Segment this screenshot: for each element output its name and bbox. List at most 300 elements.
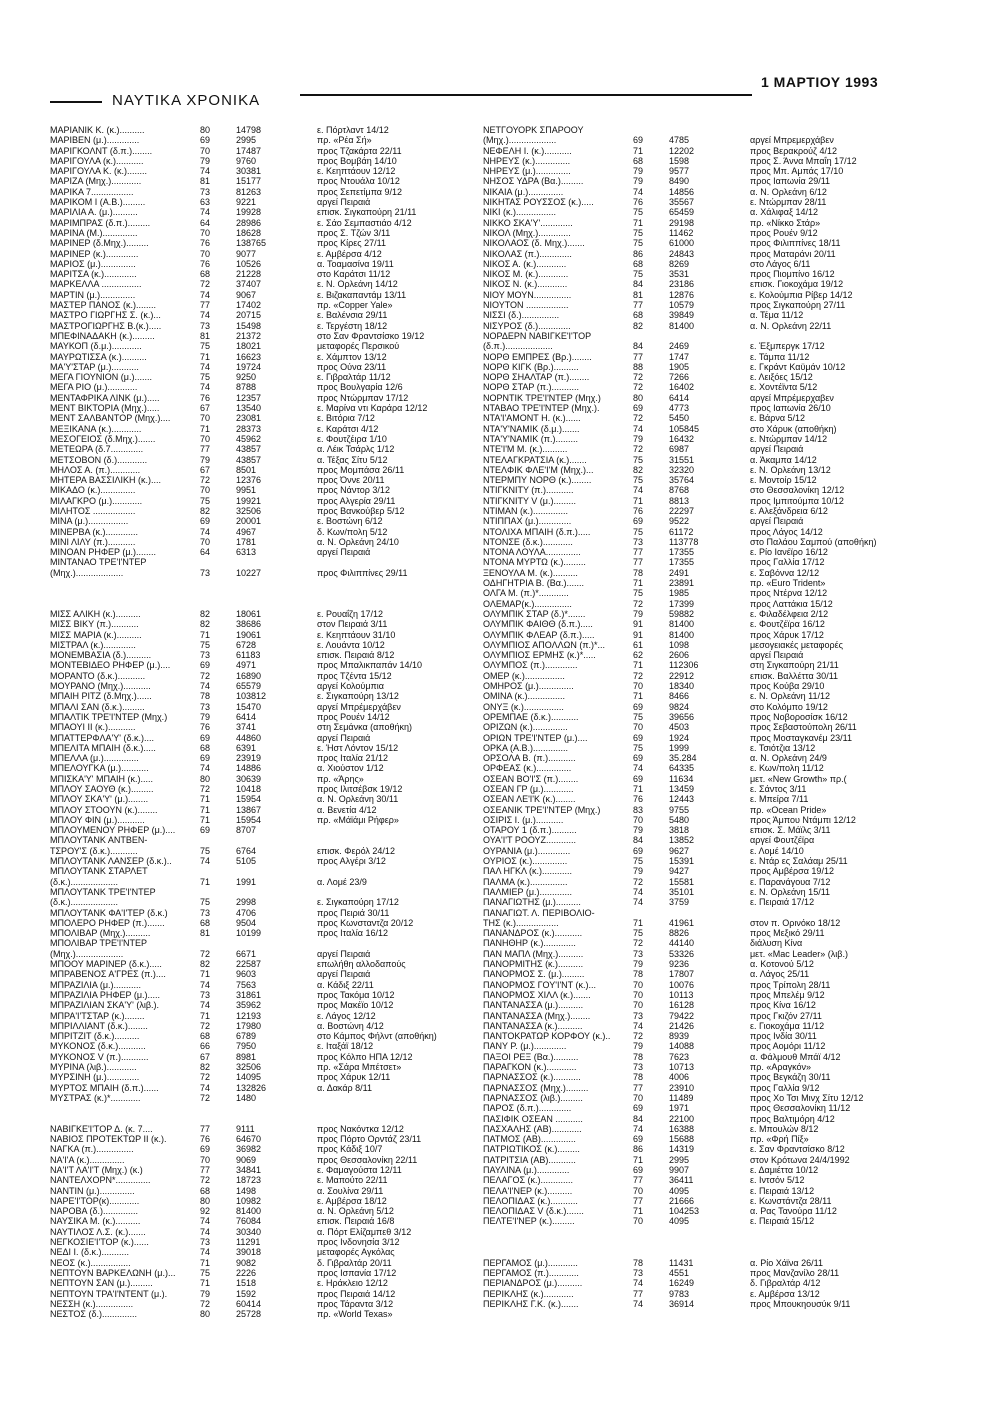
ship-name: (δ.κ.)................... bbox=[50, 897, 119, 908]
ship-status: α. Χάλιφαξ 14/12 bbox=[750, 207, 819, 218]
ship-name: ΝΤΙΓΚΝΙΤΥ V (μ.)......... bbox=[483, 495, 576, 506]
ship-name: ΝΕΠΤΟΥΝ ΒΑΡΚΕΛΩΝΗ (μ.)... bbox=[50, 1267, 176, 1278]
ship-entry-row bbox=[483, 1103, 953, 1113]
ship-name: ΜΠΡΑ'Ι'ΤΣΤΑΡ (κ.)........ bbox=[50, 1010, 145, 1021]
ship-entry-row bbox=[483, 176, 953, 186]
ship-name: ΝΙΚΟΛΑΟΣ (δ. Μηχ.)....... bbox=[483, 238, 585, 249]
build-year: 74 bbox=[200, 207, 211, 218]
build-year: 82 bbox=[633, 320, 644, 331]
ship-name: ΜΠΛΟΥΤΑΝΚ ΣΤΑΡΛΕΤ bbox=[50, 866, 148, 877]
ship-name: ΟΜΕΡ (κ.)................ bbox=[483, 670, 565, 681]
ship-status: προς Βομβάη 14/10 bbox=[317, 155, 397, 166]
tonnage: 76084 bbox=[236, 1216, 262, 1227]
tonnage: 23186 bbox=[669, 279, 695, 290]
ship-status: προς Ιταλία 16/12 bbox=[317, 928, 389, 939]
ship-entry-row bbox=[50, 743, 470, 753]
tonnage: 9783 bbox=[669, 1288, 690, 1299]
ship-status: προς Κωνσταντζα 20/12 bbox=[317, 917, 414, 928]
ship-entry-row bbox=[50, 990, 470, 1000]
build-year: 72 bbox=[633, 1031, 644, 1042]
ship-name: ΜΠΡΙΛΛΙΑΝΤ (δ.κ.)........ bbox=[50, 1020, 148, 1031]
ship-name: ΜΠΛΟΥ ΣΑΟΥΘ (κ.)......... bbox=[50, 784, 154, 794]
build-year: 79 bbox=[200, 711, 211, 722]
tonnage: 6414 bbox=[236, 711, 257, 722]
ship-entry-row bbox=[483, 877, 953, 887]
ship-name: ΝΗΡΕΥΣ (κ.).............. bbox=[483, 155, 571, 166]
build-year: 68 bbox=[200, 269, 211, 280]
ship-entry-row bbox=[483, 1155, 953, 1165]
ship-entry-row bbox=[483, 691, 953, 701]
ship-entry-row bbox=[50, 609, 470, 619]
ship-name: ΠΕΡΙΑΝΔΡΟΣ (μ.).......... bbox=[483, 1278, 583, 1289]
ship-name: ΜΟΝΤΕΒΙΔΕΟ ΡΗΦΕΡ (μ.).... bbox=[50, 660, 171, 671]
ship-name: ΠΑΛΜΑ (κ.)............... bbox=[483, 876, 568, 887]
ship-entry-row bbox=[483, 1196, 953, 1206]
tonnage: 30340 bbox=[236, 1226, 262, 1237]
build-year: 73 bbox=[200, 907, 211, 918]
build-year: 72 bbox=[200, 1298, 211, 1309]
ship-status: ε. Μαπούτο 22/11 bbox=[317, 1175, 388, 1186]
build-year: 74 bbox=[200, 979, 211, 990]
tonnage: 103812 bbox=[236, 691, 267, 702]
ship-name: ΜΠΡΑΖΙΛΙΑΝ ΣΚΑ'Υ' (λιβ.). bbox=[50, 1000, 160, 1011]
build-year: 74 bbox=[200, 1226, 211, 1237]
tonnage: 1781 bbox=[236, 536, 257, 547]
ship-entry-row bbox=[483, 1289, 953, 1299]
ship-status: ε. Αλεξάνδρεια 6/12 bbox=[750, 505, 828, 516]
ship-entry-row bbox=[483, 475, 953, 485]
ship-entry-row bbox=[50, 382, 470, 392]
build-year: 69 bbox=[633, 516, 644, 527]
build-year: 74 bbox=[200, 681, 211, 692]
ship-status: προς Φιλιππίνες 29/11 bbox=[317, 567, 408, 578]
ship-status: στο Χάρυκ (αποθήκη) bbox=[750, 423, 837, 434]
ship-entry-row bbox=[50, 1041, 470, 1051]
build-year: 76 bbox=[200, 1134, 211, 1145]
build-year: 79 bbox=[200, 155, 211, 166]
ship-status: προς Γαλλία 9/12 bbox=[750, 1082, 820, 1093]
ship-name: ΝΙΚΟΛΑΣ (π.)............. bbox=[483, 248, 572, 259]
ship-entry-row bbox=[50, 1247, 470, 1257]
tonnage: 23081 bbox=[236, 413, 262, 424]
ship-entry-row bbox=[50, 1031, 470, 1041]
tonnage: 38686 bbox=[236, 619, 262, 630]
ship-entry-row bbox=[50, 928, 470, 938]
ship-status: ε. Μαρίνα ντι Καράρα 12/12 bbox=[317, 403, 428, 414]
ship-entry-row bbox=[50, 125, 470, 135]
ship-status: προς Ντέρνα 12/12 bbox=[750, 588, 828, 599]
ship-entry-row bbox=[50, 691, 470, 701]
tonnage: 59882 bbox=[669, 608, 695, 619]
tonnage: 61183 bbox=[236, 650, 261, 661]
build-year: 72 bbox=[633, 444, 644, 455]
ship-entry-row bbox=[50, 1206, 470, 1216]
ship-entry-row bbox=[50, 516, 470, 526]
tonnage: 18628 bbox=[236, 227, 262, 238]
build-year: 75 bbox=[633, 742, 644, 753]
ship-status: πρ. «Νίκκο Στάρ» bbox=[750, 217, 821, 228]
ship-status: προς Πειριά 30/11 bbox=[317, 907, 390, 918]
ship-status: ε. Τάμπα 11/12 bbox=[750, 351, 810, 362]
ship-name: ΜΕΓΑ ΓΙΟΥΝΙΟΝ (μ.)....... bbox=[50, 372, 152, 383]
ship-status: στο Κολόμπο 19/12 bbox=[750, 701, 828, 712]
ship-status: πρ. «Μάϊάμι Ρήφερ» bbox=[317, 814, 399, 825]
build-year: 76 bbox=[200, 722, 211, 733]
ship-entry-row bbox=[483, 465, 953, 475]
ship-entry-row bbox=[50, 1072, 470, 1082]
ship-name: ΝΕΠΤΟΥΝ ΣΑΝ (μ.)......... bbox=[50, 1278, 153, 1289]
ship-name: ΝΙΣΥΡΟΣ (δ.)............. bbox=[483, 320, 571, 331]
ship-name: ΝΑΥΣΙΚΑ Μ. (κ.).......... bbox=[50, 1216, 141, 1227]
ship-entry-row bbox=[50, 269, 470, 279]
tonnage: 6671 bbox=[236, 948, 257, 959]
ship-name: ΠΑΝΑΓΙΩΤΗΣ (μ.).......... bbox=[483, 897, 581, 908]
ship-name: ΝΕΣΤΟΣ (δ.).............. bbox=[50, 1309, 137, 1320]
ship-entry-row bbox=[50, 794, 470, 804]
ship-name: ΜΑΡΙΓΚΟΛΝΤ (δ.π.)........ bbox=[50, 145, 153, 156]
ship-status: προς Όννε 20/11 bbox=[317, 475, 385, 486]
ship-status: αργεί Μπρεμερχάβεν bbox=[750, 135, 834, 146]
build-year: 71 bbox=[200, 1278, 211, 1289]
ship-name: ΜΙΝΑ (μ.)................ bbox=[50, 516, 129, 527]
tonnage: 10418 bbox=[236, 784, 262, 794]
ship-status: προς Βανκούβερ 5/12 bbox=[317, 505, 405, 516]
build-year: 78 bbox=[633, 969, 644, 980]
ship-name: ΠΑΝΑΓΙΩΤ. Λ. ΠΕΡΙΒΟΛΙΟ- bbox=[483, 907, 595, 918]
tonnage: 9236 bbox=[669, 959, 690, 970]
ship-name: ΜΙΝΕΡΒΑ (κ.)............. bbox=[50, 526, 139, 537]
ship-entry-row bbox=[50, 630, 470, 640]
tonnage: 5105 bbox=[236, 856, 257, 867]
ship-entry-row bbox=[483, 897, 953, 907]
build-year: 68 bbox=[200, 917, 211, 928]
ship-name: ΜΠΟΛΕΡΟ ΡΗΦΕΡ (π.)....... bbox=[50, 917, 165, 928]
ship-entry-row bbox=[50, 475, 470, 485]
build-year: 69 bbox=[200, 135, 211, 146]
ship-status: ε. Χάμπτον 13/12 bbox=[317, 351, 387, 362]
ship-name: ΟΛΥΜΠΙΟΣ ΑΠΟΛΛΩΝ (π.)*... bbox=[483, 639, 606, 650]
tonnage: 15177 bbox=[236, 176, 262, 187]
build-year: 61 bbox=[633, 639, 644, 650]
tonnage: 39656 bbox=[669, 711, 695, 722]
ship-status: στο Σαν Φραντσίσκο 19/12 bbox=[317, 330, 425, 341]
build-year: 79 bbox=[633, 166, 644, 177]
build-year: 73 bbox=[633, 536, 644, 547]
ship-entry-row bbox=[483, 722, 953, 732]
ship-name: ΟΣΕΑΝ ΒΟ'Ι'Σ (π.)........ bbox=[483, 773, 579, 784]
ship-status: προς Ντώρμπαν 17/12 bbox=[317, 392, 409, 403]
tonnage: 2995 bbox=[236, 135, 257, 146]
ship-name: ΟΥΡΑΝΙΑ (μ.)............. bbox=[483, 845, 571, 856]
ship-entry-row bbox=[50, 733, 470, 743]
ship-status: προς Λαττάκια 15/12 bbox=[750, 598, 833, 609]
ship-status: α. Χιούστον 1/12 bbox=[317, 763, 384, 774]
ship-entry-row bbox=[483, 557, 953, 567]
ship-name: ΠΑΣΙΦΙΚ ΟΣΕΑΝ ........... bbox=[483, 1113, 583, 1124]
build-year: 71 bbox=[633, 691, 644, 702]
ship-status: προς Μπουκηουσύκ 9/11 bbox=[750, 1298, 851, 1309]
tonnage: 1985 bbox=[669, 588, 690, 599]
build-year: 75 bbox=[633, 711, 644, 722]
ship-entry-row bbox=[483, 1247, 953, 1257]
tonnage: 6414 bbox=[669, 392, 690, 403]
build-year: 67 bbox=[200, 1051, 211, 1062]
tonnage: 9427 bbox=[669, 866, 690, 877]
ship-name: ΝΕΓΚΟΣΙΕ'Ι'ΤΟΡ (κ.)...... bbox=[50, 1237, 149, 1248]
ship-entry-row bbox=[50, 249, 470, 259]
ship-entry-row bbox=[50, 362, 470, 372]
ship-entry-row bbox=[483, 455, 953, 465]
ship-status: ε. Σάντος 3/11 bbox=[750, 784, 807, 794]
tonnage: 3531 bbox=[669, 269, 690, 280]
ship-entry-row bbox=[50, 444, 470, 454]
tonnage: 12357 bbox=[236, 392, 262, 403]
ship-entry-row bbox=[50, 1144, 470, 1154]
ship-status: επωλήθη αλλοδαπούς bbox=[317, 959, 406, 970]
ship-status: ε. Φιλαδέλφεια 2/12 bbox=[750, 608, 829, 619]
tonnage: 12443 bbox=[669, 794, 695, 805]
tonnage: 10579 bbox=[669, 300, 695, 311]
ship-name: ΠΑΤΡΙΤΣΙΑ (ΑΒ)........... bbox=[483, 1154, 576, 1165]
ship-status: προς Κούβα 29/10 bbox=[750, 681, 825, 692]
build-year: 78 bbox=[633, 1257, 644, 1268]
ship-entry-row bbox=[50, 187, 470, 197]
tonnage: 64335 bbox=[669, 763, 695, 774]
ship-status: προς Κίνα 16/12 bbox=[750, 1000, 816, 1011]
ship-status: ε. Γκράντ Καϋμάν 10/12 bbox=[750, 361, 846, 372]
build-year: 82 bbox=[200, 959, 211, 970]
build-year: 79 bbox=[633, 176, 644, 187]
ship-name: ΠΑΡΑΓΚΟΝ (κ.)............ bbox=[483, 1062, 577, 1073]
ship-entry-row bbox=[483, 1114, 953, 1124]
tonnage: 79422 bbox=[669, 1010, 695, 1021]
tonnage: 9221 bbox=[236, 197, 257, 208]
tonnage: 24843 bbox=[669, 248, 695, 259]
ship-entry-row bbox=[483, 1031, 953, 1041]
build-year: 74 bbox=[633, 897, 644, 908]
ship-name: (δ.κ.)................... bbox=[50, 876, 119, 887]
build-year: 80 bbox=[200, 773, 211, 784]
ship-status: ε. Παρανάγουα 7/12 bbox=[750, 876, 831, 887]
ship-status: α. Δακάρ 8/11 bbox=[317, 1082, 372, 1093]
build-year: 69 bbox=[633, 701, 644, 712]
ship-status: ε. Αμβέρσα 18/12 bbox=[317, 1195, 387, 1206]
ship-status: προς Χάρυκ 12/11 bbox=[317, 1072, 391, 1083]
ship-entry-row bbox=[50, 1103, 470, 1113]
tonnage: 6391 bbox=[236, 742, 257, 753]
ship-name: ΜΠΛΟΥ ΦΙΝ (μ.)........... bbox=[50, 814, 145, 825]
build-year: 76 bbox=[200, 258, 211, 269]
tonnage: 8501 bbox=[236, 464, 257, 475]
ship-name: ΜΥΡΙΝΑ (λιβ.)............ bbox=[50, 1062, 137, 1073]
tonnage: 3818 bbox=[669, 825, 690, 836]
ship-status: ε. Χοντέϊντα 5/12 bbox=[750, 382, 818, 393]
tonnage: 19724 bbox=[236, 361, 262, 372]
ship-entry-row bbox=[483, 527, 953, 537]
page-header bbox=[0, 0, 1000, 120]
tonnage: 12202 bbox=[669, 145, 695, 156]
ship-status: προς Σ. Τζών 3/11 bbox=[317, 227, 391, 238]
ship-name: (Μηχ.)................... bbox=[483, 135, 557, 146]
ship-entry-row bbox=[483, 125, 953, 135]
ship-status: α. Ν. Ορλεάνη 30/11 bbox=[317, 794, 399, 805]
tonnage: 31861 bbox=[236, 989, 262, 1000]
tonnage: 6789 bbox=[236, 1031, 257, 1042]
ship-entry-row bbox=[50, 1021, 470, 1031]
ship-status: προς Πόρτο Ορντάζ 23/11 bbox=[317, 1134, 422, 1145]
ship-entry-row bbox=[50, 969, 470, 979]
ship-name: ΜΥΚΟΝΟΣ (δ.κ.)........... bbox=[50, 1041, 146, 1052]
ship-entry-row bbox=[50, 866, 470, 876]
ship-status: ε. Βιτόρια 7/12 bbox=[317, 413, 375, 424]
ship-status: προς Κίρες 27/11 bbox=[317, 238, 386, 249]
tonnage: 10713 bbox=[669, 1062, 695, 1073]
ship-entry-row bbox=[483, 166, 953, 176]
ship-name: ΠΑΝΤΑΝΑΣΣΑ (μ.).......... bbox=[483, 1000, 584, 1011]
tonnage: 8490 bbox=[669, 176, 690, 187]
ship-status: προς Βουλγαρία 12/6 bbox=[317, 382, 403, 393]
ship-entry-row bbox=[50, 908, 470, 918]
tonnage: 53326 bbox=[669, 948, 695, 959]
ship-name: ΜΑΥΡΩΤΙΣΣΑ (κ.).......... bbox=[50, 351, 147, 362]
tonnage: 44140 bbox=[669, 938, 695, 949]
ship-entry-row bbox=[483, 856, 953, 866]
tonnage: 4551 bbox=[669, 1267, 690, 1278]
build-year: 74 bbox=[633, 186, 644, 197]
build-year: 74 bbox=[633, 423, 644, 434]
ship-name: ΜΠΙΣΚΑ'Υ' ΜΠΑΙΗ (κ.)..... bbox=[50, 773, 154, 784]
ship-entry-row bbox=[50, 938, 470, 948]
ship-status: ε. Φαμαγούστα 12/11 bbox=[317, 1164, 402, 1175]
tonnage: 8768 bbox=[669, 485, 690, 496]
ship-status: δ. Γιβραλτάρ 4/12 bbox=[750, 1278, 821, 1289]
ship-status: ε. Ντώρμπαν 28/11 bbox=[750, 197, 827, 208]
ship-name: ΝΤΟΝΣΕ (δ.κ.)............ bbox=[483, 536, 573, 547]
ship-status: προς Ιαπωνία 26/10 bbox=[750, 403, 831, 414]
ship-entry-row bbox=[483, 908, 953, 918]
ship-status: ε. Ν. Ορλεάνη 13/12 bbox=[750, 464, 831, 475]
ship-entry-row bbox=[50, 403, 470, 413]
build-year: 72 bbox=[200, 784, 211, 794]
tonnage: 30381 bbox=[236, 166, 262, 177]
ship-name: ΜΟΡΑΝΤΟ (δ.κ.)........... bbox=[50, 670, 146, 681]
ship-entry-row bbox=[50, 1093, 470, 1103]
ship-status: α. Τέμα 11/12 bbox=[750, 310, 804, 321]
build-year: 77 bbox=[633, 1175, 644, 1186]
ship-name: ΝΙΚΟΣ Ν. (κ.)............ bbox=[483, 279, 568, 290]
ship-entry-row bbox=[50, 918, 470, 928]
build-year: 82 bbox=[200, 608, 211, 619]
ship-entry-row bbox=[50, 485, 470, 495]
ship-name: ΝΟΡΘ ΚΙΓΚ (Βρ.).......... bbox=[483, 361, 579, 372]
tonnage: 21372 bbox=[236, 330, 262, 341]
tonnage: 35.284 bbox=[669, 753, 697, 764]
ship-status: προς Ιαπωνία 29/11 bbox=[750, 176, 831, 187]
ship-status: ε. Ν. Ορλεάνη 11/12 bbox=[750, 691, 831, 702]
ship-entry-row bbox=[483, 1072, 953, 1082]
tonnage: 9951 bbox=[236, 485, 257, 496]
tonnage: 21228 bbox=[236, 269, 262, 280]
ship-name: ΟΜΗΡΟΣ (μ.).............. bbox=[483, 681, 574, 692]
tonnage: 14095 bbox=[236, 1072, 262, 1083]
ship-status: α. Λέικ Τσάρλς 1/12 bbox=[317, 444, 395, 455]
ship-entry-row bbox=[483, 310, 953, 320]
ship-status: ε. Αμβέρσα 4/12 bbox=[317, 248, 382, 259]
ship-status: μετ. «Mac Leader» (λιβ.) bbox=[750, 948, 848, 959]
build-year: 69 bbox=[200, 1144, 211, 1155]
tonnage: 10526 bbox=[236, 258, 262, 269]
ship-name: ΠΑΝΑΝΔΡΟΣ (κ.)........... bbox=[483, 928, 583, 939]
build-year: 74 bbox=[200, 763, 211, 774]
ship-entry-row bbox=[50, 1227, 470, 1237]
build-year: 73 bbox=[633, 1062, 644, 1073]
ship-entry-row bbox=[50, 959, 470, 969]
ship-entry-row bbox=[50, 640, 470, 650]
ship-entry-row bbox=[50, 197, 470, 207]
tonnage: 138765 bbox=[236, 238, 267, 249]
ship-entry-row bbox=[483, 1278, 953, 1288]
ship-name: ΝΕΣΣΗ (κ.)............... bbox=[50, 1298, 134, 1309]
ship-status: προς Μπ. Αμπάς 17/10 bbox=[750, 166, 844, 177]
ship-status: ε. Ν. Ορλεάνη 15/11 bbox=[750, 886, 831, 897]
ship-entry-row bbox=[483, 980, 953, 990]
ship-name: ΜΠΡΑΒΕΝΟΣ Α'ΓΡΕΣ (π.).... bbox=[50, 969, 166, 980]
tonnage: 64670 bbox=[236, 1134, 262, 1145]
ship-name: ΜΠΛΟΥΤΑΝΚ ΤΡΕ'Ι'ΝΤΕΡ bbox=[50, 886, 156, 897]
build-year: 73 bbox=[200, 186, 211, 197]
ship-name: ΜΕΝΤ ΣΑΛΒΑΝΤΟΡ (Μηχ.).... bbox=[50, 413, 171, 424]
ship-entry-row bbox=[483, 887, 953, 897]
ship-status: ε. Λειξόες 15/12 bbox=[750, 372, 813, 383]
ship-status: α. Ν. Ορλεάνη 6/12 bbox=[750, 186, 827, 197]
ship-status: προς Σιγκαπούρη 27/11 bbox=[750, 300, 846, 311]
ship-status: ε. Βιζακαπαντάμ 13/11 bbox=[317, 289, 407, 300]
tonnage: 4095 bbox=[669, 1216, 690, 1227]
ship-entry-row bbox=[483, 228, 953, 238]
tonnage: 19921 bbox=[236, 495, 262, 506]
ship-status: ε. Μπείρα 7/11 bbox=[750, 794, 809, 805]
tonnage: 36411 bbox=[669, 1175, 694, 1186]
ship-status: προς Αμβέρσα 19/12 bbox=[750, 866, 834, 877]
tonnage: 8939 bbox=[669, 1031, 690, 1042]
build-year: 75 bbox=[633, 588, 644, 599]
ship-status: προς Γαλλία 17/12 bbox=[750, 557, 825, 568]
ship-entry-row bbox=[50, 455, 470, 465]
tonnage: 18723 bbox=[236, 1175, 262, 1186]
ship-name: ΠΑΤΡΙΩΤΙΚΟΣ (κ.)......... bbox=[483, 1144, 580, 1155]
tonnage: 21426 bbox=[669, 1020, 695, 1031]
ship-status: ε. Φουτζέιρα 1/10 bbox=[317, 433, 387, 444]
ship-name: ΟΜΙΝΑ (κ.)............... bbox=[483, 691, 566, 702]
build-year: 73 bbox=[200, 650, 211, 661]
ship-entry-row bbox=[50, 619, 470, 629]
ship-name: ΟΡΣΟΛΑ Β. (π.)........... bbox=[483, 753, 576, 764]
tonnage: 8466 bbox=[669, 691, 690, 702]
build-year: 75 bbox=[633, 526, 644, 537]
ship-status: α. Άκαμπα 14/12 bbox=[750, 454, 817, 465]
ship-status: προς Αλγερία 29/11 bbox=[317, 495, 396, 506]
ship-entry-row bbox=[483, 1227, 953, 1237]
ship-entry-row bbox=[483, 630, 953, 640]
ship-entry-row bbox=[483, 1021, 953, 1031]
ship-entry-row bbox=[483, 1216, 953, 1226]
ship-entry-row bbox=[50, 1011, 470, 1021]
build-year: 72 bbox=[633, 598, 644, 609]
ship-status: προς Ινδία 30/11 bbox=[750, 1031, 817, 1042]
ship-status: ε. Κεηπτάουν 12/12 bbox=[317, 166, 396, 177]
build-year: 73 bbox=[200, 320, 211, 331]
tonnage: 13459 bbox=[669, 784, 695, 794]
